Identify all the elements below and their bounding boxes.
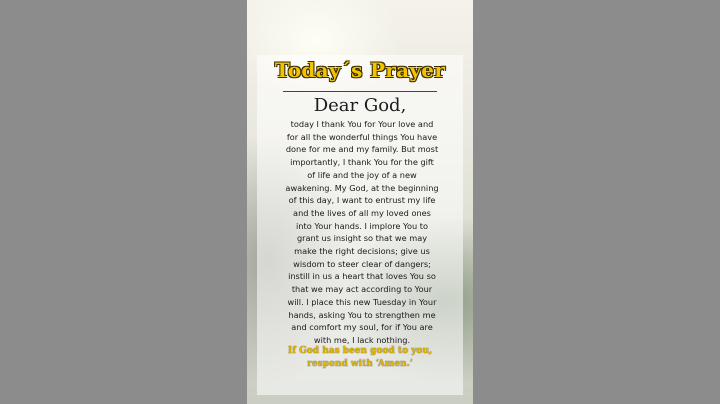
footer-line-1: If God has been good to you, (287, 346, 433, 356)
prayer-footer (267, 345, 453, 371)
prayer-salutation: Dear God, (313, 95, 407, 116)
prayer-title: Today´s Prayer (274, 58, 446, 82)
left-letterbox (0, 0, 247, 404)
footer-line-2: respond with ‘Amen.’ (307, 359, 413, 369)
prayer-body: today I thank You for Your love and for all the wonderful things You have done for me and my family. But most importantly, I thank You for the gift of life and the joy of a new awakening. My God, at the beginning of this day, I want to entrust my life and the lives of all my loved ones into Your hands. I implore You to grant us insight so that we may make the right decisions; give us wisdom to steer clear of dangers; instill in us a heart that loves You so that we may act according to Your will. I place this new Tuesday in Your hands, asking You to strengthen me and comfort my soul, for if You are with me, I lack nothing. (285, 119, 439, 345)
prayer-card[interactable] (247, 0, 473, 404)
right-letterbox (473, 0, 720, 404)
title-divider (283, 91, 437, 92)
